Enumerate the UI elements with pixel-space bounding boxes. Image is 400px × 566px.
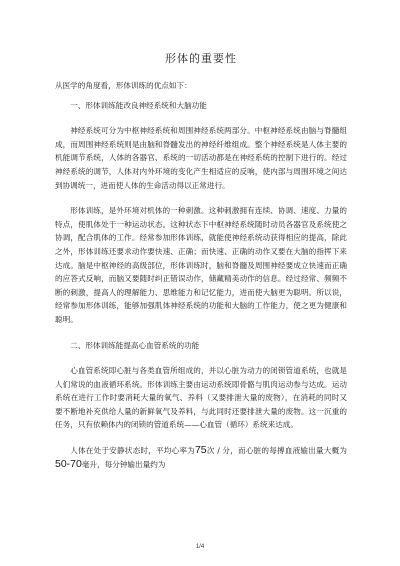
section-heading-2: 二、形体训练能提高心血管系统的功能 — [70, 340, 200, 350]
section2-paragraph-1: 心血管系统即心脏与各类血管所组成的，并以心脏为动力的闭锁管道系统，也就是人们常说的血液循环系统。形体训练主要由运动系统即骨骼与肌肉运动参与达成。运动系统在进行工作时要消耗大量的氧气、养料（又要排泄大量的废物），在消耗的同时又要不断地补充供给人量的新鲜氧气及养料，与此同时还要排泄大量的废物。这一沉重的任务，只有依赖体内的闭锁的管道系统——心血管（循环）系统来达成。 — [55, 366, 347, 430]
page-title: 形体的重要性 — [165, 52, 237, 65]
stroke-volume-value: 50-70 — [55, 457, 82, 470]
section1-paragraph-1: 神经系统可分为中枢神经系统和周围神经系统两部分。中枢神经系统由脑与脊髓组成，而周围神经系统则是由脑和脊髓发出的神经纤维组成。整个神经系统是人体主要的机能调节系统，人体的各器官、系统的一切活动都是在神经系统的控制下进行的。经过神经系统的调节，人体对内外环境的变化产生相适应的反响，使内部与周围环境之间达到协调统一，进而使人体的生命活动得以正常进行。 — [55, 126, 347, 190]
paragraph-text: 次 / 分，而心脏的每搏血液输出量大概为 — [206, 446, 347, 456]
intro-paragraph: 从医学的角度看，形体训练的优点如下： — [55, 81, 192, 90]
page-number: 1/4 — [195, 544, 205, 550]
section1-paragraph-2: 形体训练，是外环境对机体的一种刺激。这种刺激拥有连续、协调、速度、力量的特点，使肌体处于一种运动状态。这种状态下中枢神经系统随时动员各器官及系统使之协调，配合肌体的工作。经常参加形体训练，就能使神经系统动获得相应的提高，除此之外，形体训练还要求动作要快速、正确；而快速、正确的动作又要在大脑的指挥下来达成。脑是中枢神经的高级部位，形体训练时，脑和脊髓及周围神经要成立快速而正确的应答式反响，而脑又要随时纠正错误动作，储藏精美动作的信息。经过经常、频频不断的刺激，提高人的理解能力、思维能力和记忆能力，进而使大脑更为聪明。所以说，经常参加形体训练，能够加强肌体神经系统的功能和大脑的工作能力，使之更为健康和聪明。 — [55, 206, 347, 324]
section-heading-1: 一、形体训练能改良神经系统和大脑功能 — [70, 100, 207, 110]
section2-paragraph-2 — [55, 444, 347, 471]
paragraph-text: 毫升，每分钟输出量约为 — [81, 459, 166, 469]
heart-rate-value: 75 — [194, 444, 207, 457]
paragraph-text: 人体在处于安静状态时，平均心率为 — [70, 446, 195, 456]
